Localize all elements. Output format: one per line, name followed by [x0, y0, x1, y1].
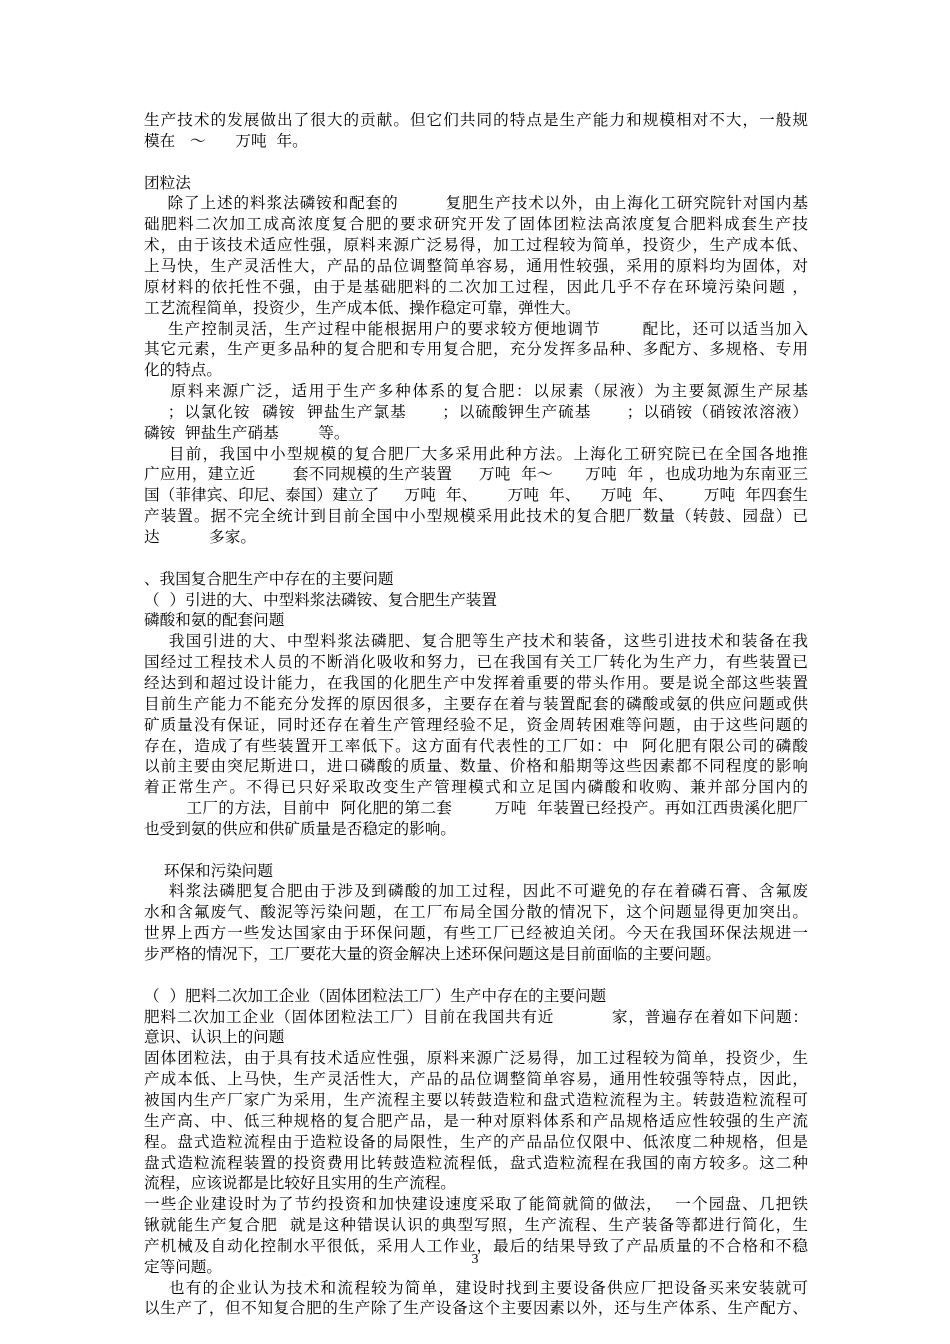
text-line: 被国内生产厂家广为采用，生产流程主要以转鼓造粒和盘式造粒流程为主。转鼓造粒流程可: [144, 1090, 808, 1109]
text-line: 工厂的方法，目前中 阿化肥的第二套 万吨 年装置已经投产。再如江西贵溪化肥厂: [144, 799, 808, 818]
text-line: （ ）肥料二次加工企业（固体团粒法工厂）生产中存在的主要问题: [144, 986, 607, 1005]
text-line: 国（菲律宾、印尼、泰国）建立了 万吨 年、 万吨 年、 万吨 年、 万吨 年四套生: [144, 486, 808, 505]
text-line: 目前生产能力不能充分发挥的原因很多，主要存在着与装置配套的磷酸或氨的供应问题或供: [144, 694, 808, 713]
text-line: 也受到氨的供应和供矿质量是否稳定的影响。: [144, 819, 456, 838]
page-number: 3: [471, 1252, 479, 1267]
text-line: 生产技术的发展做出了很大的贡献。但它们共同的特点是生产能力和规模相对不大，一般规: [144, 111, 808, 129]
text-line: 除了上述的料浆法磷铵和配套的 复肥生产技术以外，由上海化工研究院针对国内基: [144, 194, 808, 213]
text-line: 存在，造成了有些装置开工率低下。这方面有代表性的工厂如：中 阿化肥有限公司的磷酸: [144, 736, 808, 755]
text-line: 意识、认识上的问题: [144, 1028, 285, 1047]
text-line: 原材料的依托性不强，由于是基础肥料的二次加工过程，因此几乎不存在环境污染问题 ，: [144, 277, 808, 296]
text-line: 以前主要由突尼斯进口，进口磷酸的质量、数量、价格和船期等这些因素都不同程度的影响: [144, 757, 808, 776]
text-line: （ ）引进的大、中型料浆法磷铵、复合肥生产装置: [144, 590, 497, 609]
text-line: 着正常生产。不得已只好采取改变生产管理模式和立足国内磷酸和收购、兼并部分国内的: [144, 778, 808, 797]
text-line: 工艺流程简单，投资少，生产成本低、操作稳定可靠，弹性大。: [144, 298, 581, 317]
text-line: 广应用，建立近 套不同规模的生产装置 万吨 年～ 万吨 年 ，也成功地为东南亚三: [144, 465, 808, 484]
text-line: 磷酸和氨的配套问题: [144, 611, 285, 630]
text-line: 也有的企业认为技术和流程较为简单，建设时找到主要设备供应厂把设备买来安装就可: [144, 1278, 808, 1297]
text-line: 生产高、中、低三种规格的复合肥产品，是一种对原料体系和产品规格适应性较强的生产流: [144, 1111, 808, 1130]
text-line: 肥料二次加工企业（固体团粒法工厂）目前在我国共有近 家，普遍存在着如下问题：: [144, 1007, 808, 1026]
text-line: 水和含氟废气、酸泥等污染问题，在工厂布局全国分散的情况下，这个问题显得更加突出。: [144, 903, 808, 922]
text-line: 定等问题。: [144, 1257, 222, 1276]
text-line: 团粒法: [144, 173, 191, 192]
text-line: 产成本低、上马快，生产灵活性大，产品的品位调整简单容易，通用性较强等特点，因此，: [144, 1070, 808, 1089]
text-line: 产机械及自动化控制水平很低，采用人工作业，最后的结果导致了产品质量的不合格和不稳: [144, 1236, 808, 1255]
text-line: 流程，应该说都是比较好且实用的生产流程。: [144, 1174, 456, 1193]
text-line: 步严格的情况下，工厂要花大量的资金解决上述环保问题这是目前面临的主要问题。: [144, 945, 721, 963]
text-line: 础肥料二次加工成高浓度复合肥的要求研究开发了固体团粒法高浓度复合肥料成套生产技: [144, 215, 808, 234]
text-line: 化的特点。: [144, 361, 222, 380]
text-line: 固体团粒法，由于具有技术适应性强，原料来源广泛易得，加工过程较为简单，投资少，生: [144, 1049, 808, 1068]
text-line: 锹就能生产复合肥 就是这种错误认识的典型写照，生产流程、生产装备等都进行简化，生: [144, 1216, 808, 1235]
text-line: 上马快，生产灵活性大，产品的品位调整简单容易，通用性较强，采用的原料均为固体，对: [144, 256, 808, 275]
text-line: 其它元素，生产更多品种的复合肥和专用复合肥，充分发挥多品种、多配方、多规格、专用: [144, 340, 808, 359]
text-line: 达 多家。: [144, 528, 256, 546]
text-line: 磷铵 钾盐生产硝基 等。: [144, 423, 350, 442]
text-line: 生产控制灵活，生产过程中能根据用户的要求较方便地调节 配比，还可以适当加入: [144, 319, 808, 338]
text-line: 料浆法磷肥复合肥由于涉及到磷酸的加工过程，因此不可避免的存在着磷石膏、含氟废: [144, 882, 808, 901]
text-line: 世界上西方一些发达国家由于环保问题，有些工厂已经被迫关闭。今天在我国环保法规进一: [144, 924, 808, 943]
text-line: 一些企业建设时为了节约投资和加快建设速度采取了能简就简的做法， 一个园盘、几把铁: [144, 1195, 808, 1214]
text-line: 、我国复合肥生产中存在的主要问题: [144, 569, 394, 588]
text-line: ；以氯化铵 磷铵 钾盐生产氯基 ；以硫酸钾生产硫基 ；以硝铵（硝铵浓溶液）: [144, 402, 808, 421]
text-line: 模在 ～ 万吨 年。: [144, 131, 308, 150]
text-line: 我国引进的大、中型料浆法磷肥、复合肥等生产技术和装备，这些引进技术和装备在我: [144, 632, 808, 651]
text-line: 经达到和超过设计能力，在我国的化肥生产中发挥着重要的带头作用。要是说全部这些装置: [144, 673, 808, 692]
text-line: 环保和污染问题: [144, 861, 273, 880]
text-line: 程。盘式造粒流程由于造粒设备的局限性，生产的产品品位仅限中、低浓度二种规格，但是: [144, 1132, 808, 1151]
text-line: 以生产了，但不知复合肥的生产除了生产设备这个主要因素以外，还与生产体系、生产配方、: [144, 1299, 808, 1318]
text-line: 产装置。据不完全统计到目前全国中小型规模采用此技术的复合肥厂数量（转鼓、园盘）已: [144, 507, 808, 526]
text-line: 目前，我国中小型规模的复合肥厂大多采用此种方法。上海化工研究院已在全国各地推: [144, 444, 808, 463]
text-line: 国经过工程技术人员的不断消化吸收和努力，已在我国有关工厂转化为生产力，有些装置已: [144, 653, 808, 672]
text-line: 盘式造粒流程装置的投资费用比转鼓造粒流程低，盘式造粒流程在我国的南方较多。这二种: [144, 1153, 808, 1172]
text-line: 术，由于该技术适应性强，原料来源广泛易得，加工过程较为简单，投资少，生产成本低、: [144, 236, 808, 255]
text-line: 原料来源广泛，适用于生产多种体系的复合肥：以尿素（尿液）为主要氮源生产尿基: [144, 382, 808, 401]
text-line: 矿质量没有保证，同时还存在着生产管理经验不足，资金周转困难等问题，由于这些问题的: [144, 715, 808, 734]
